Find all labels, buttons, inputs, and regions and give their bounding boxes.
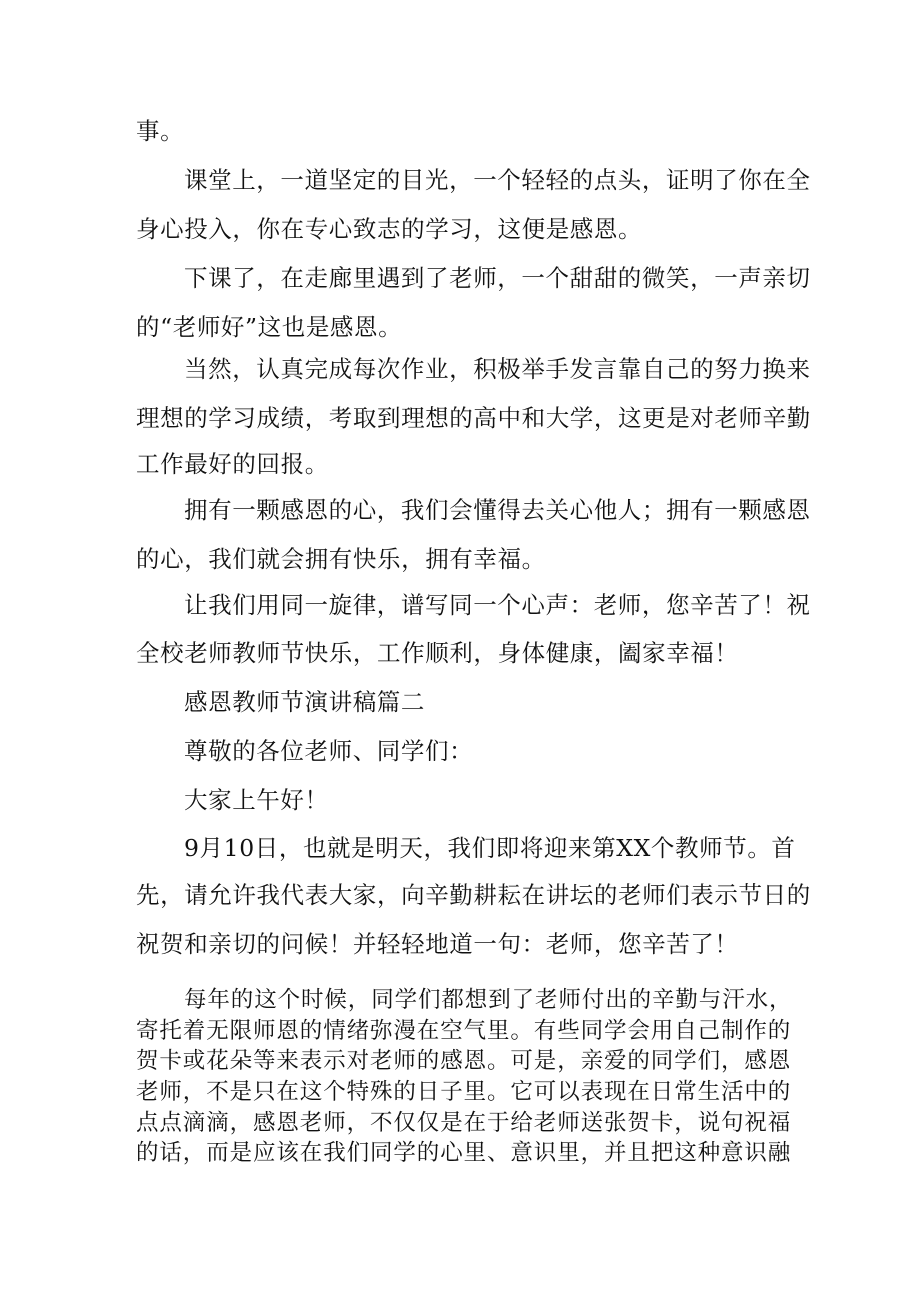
text-line: 理想的学习成绩，考取到理想的高中和大学，这更是对老师辛勤 <box>136 404 811 432</box>
text-line: 的话，而是应该在我们同学的心里、意识里，并且把这种意识融 <box>136 1140 792 1166</box>
paragraph-line: 9月10日，也就是明天，我们即将迎来第XX个教师节。首 <box>184 834 796 862</box>
text-line: 寄托着无限师恩的情绪弥漫在空气里。有些同学会用自己制作的 <box>136 1018 792 1044</box>
text-line: 事。 <box>136 117 185 145</box>
text-line: 全校老师教师节快乐，工作顺利，身体健康，阖家幸福！ <box>136 639 739 667</box>
paragraph-line: 下课了，在走廊里遇到了老师，一个甜甜的微笑，一声亲切 <box>184 264 811 292</box>
text-line: 贺卡或花朵等来表示对老师的感恩。可是，亲爱的同学们，感恩 <box>136 1048 792 1074</box>
paragraph-line: 拥有一颗感恩的心，我们会懂得去关心他人；拥有一颗感恩 <box>184 496 811 524</box>
paragraph-line: 课堂上，一道坚定的目光，一个轻轻的点头，证明了你在全 <box>184 166 811 194</box>
text-line: 身心投入，你在专心致志的学习，这便是感恩。 <box>136 215 643 243</box>
greeting: 大家上午好！ <box>184 786 329 814</box>
section-heading: 感恩教师节演讲稿篇二 <box>184 688 425 716</box>
text-line: 工作最好的回报。 <box>136 450 329 478</box>
text-line: 祝贺和亲切的问候！并轻轻地道一句：老师，您辛苦了！ <box>136 930 739 958</box>
text-line: 的心，我们就会拥有快乐，拥有幸福。 <box>136 545 546 573</box>
paragraph-line: 让我们用同一旋律，谱写同一个心声：老师，您辛苦了！祝 <box>184 591 811 619</box>
text-line: 老师，不是只在这个特殊的日子里。它可以表现在日常生活中的 <box>136 1079 792 1105</box>
text-line: 点点滴滴，感恩老师，不仅仅是在于给老师送张贺卡，说句祝福 <box>136 1110 792 1136</box>
text-line: 的“老师好”这也是感恩。 <box>136 313 403 341</box>
text-line: 先，请允许我代表大家，向辛勤耕耘在讲坛的老师们表示节日的 <box>136 881 811 909</box>
salutation: 尊敬的各位老师、同学们： <box>184 737 474 765</box>
paragraph-line: 每年的这个时候，同学们都想到了老师付出的辛勤与汗水， <box>184 987 793 1013</box>
paragraph-line: 当然，认真完成每次作业，积极举手发言靠自己的努力换来 <box>184 355 811 383</box>
